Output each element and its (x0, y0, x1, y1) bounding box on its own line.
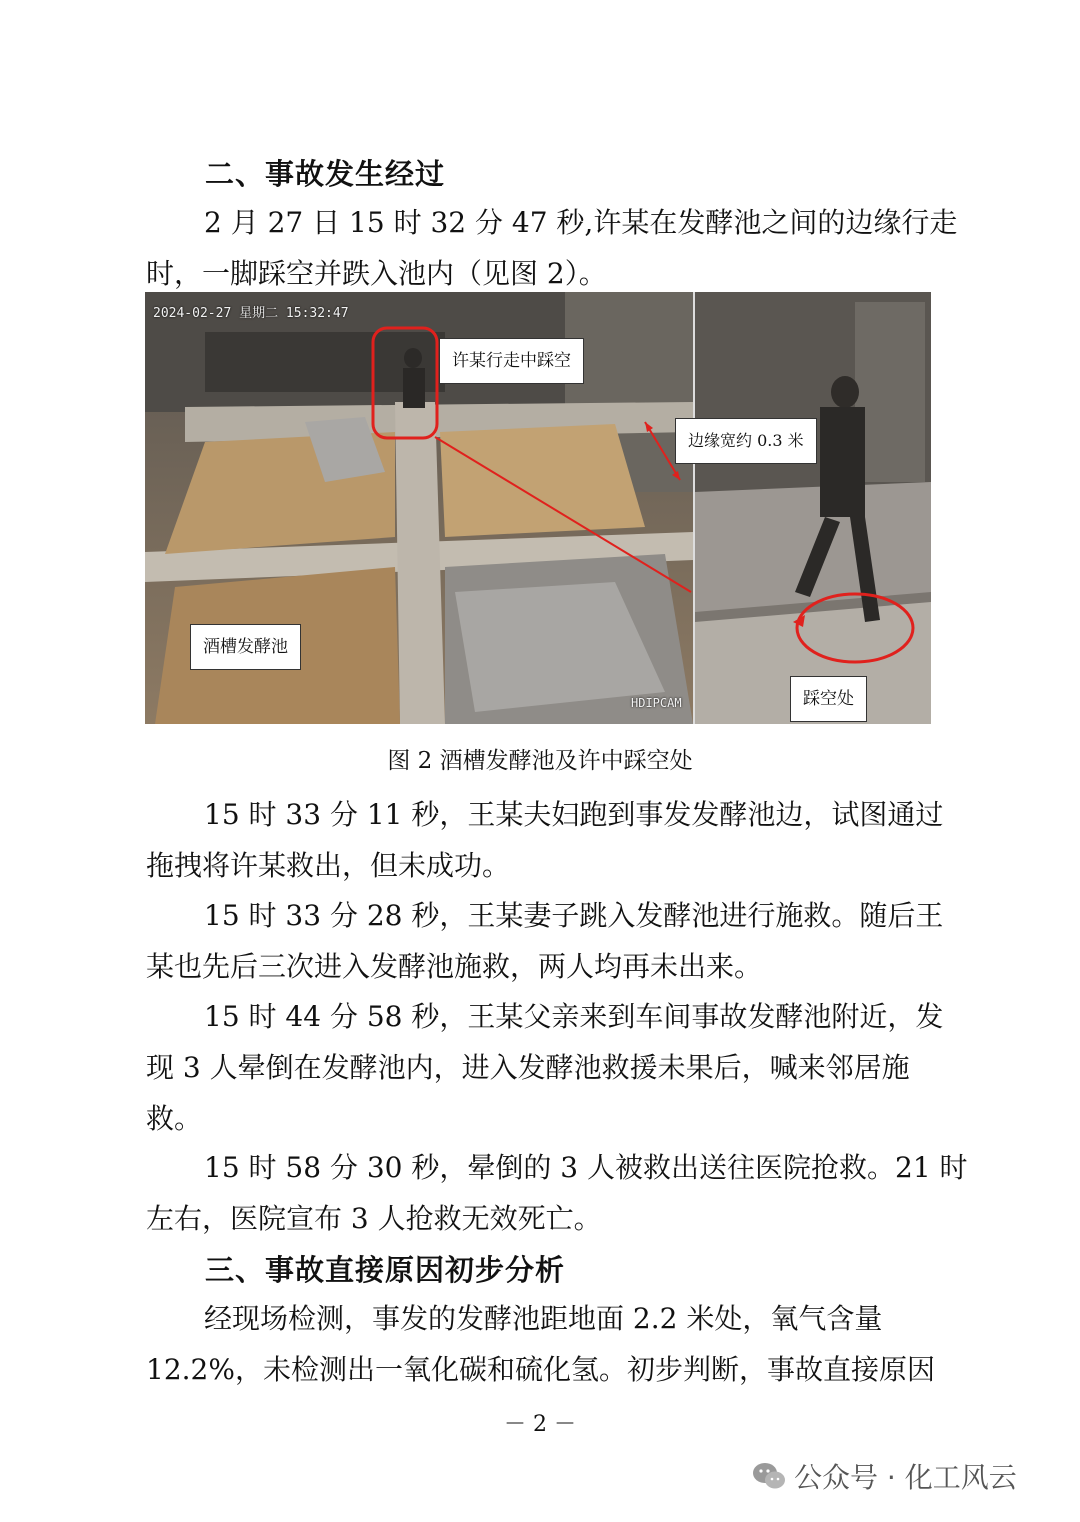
text-line: 拖拽将许某救出，但未成功。 (146, 849, 511, 882)
text-line: 某也先后三次进入发酵池施救，两人均再未出来。 (146, 950, 763, 983)
paragraph-timeline (146, 890, 944, 992)
label-misstep-spot: 踩空处 (790, 676, 867, 722)
text-line: 12.2%，未检测出一氧化碳和硫化氢。初步判断，事故直接原因 (146, 1353, 935, 1386)
text-line: 经现场检测，事发的发酵池距地面 2.2 米处，氧气含量 (204, 1302, 883, 1335)
accident-scene-photo (145, 292, 931, 724)
paragraph-timeline (146, 991, 944, 1144)
paragraph-analysis (146, 1293, 936, 1395)
wechat-icon (752, 1461, 786, 1491)
label-edge-width: 边缘宽约 0.3 米 (675, 418, 817, 464)
camera-brand: HDIPCAM (631, 696, 682, 710)
text-line: 15 时 33 分 11 秒，王某夫妇跑到事发发酵池边，试图通过 (204, 798, 944, 831)
zoomed-frame-image (695, 292, 931, 724)
text-line: 15 时 33 分 28 秒，王某妻子跳入发酵池进行施救。随后王 (204, 899, 944, 932)
paragraph-intro (146, 197, 958, 299)
figure-caption: 图 2 酒槽发酵池及许中踩空处 (387, 748, 693, 774)
wechat-watermark (752, 1456, 1017, 1496)
text-line: 15 时 58 分 30 秒，晕倒的 3 人被救出送往医院抢救。21 时 (204, 1151, 968, 1184)
paragraph-timeline (146, 789, 944, 891)
text-line: 时，一脚踩空并跌入池内（见图 2）。 (146, 257, 607, 290)
text-line: 救。 (146, 1102, 203, 1135)
page-number: － 2 － (504, 1412, 576, 1437)
text-line: 15 时 44 分 58 秒，王某父亲来到车间事故发酵池附近，发 (204, 1000, 944, 1033)
section-heading-accident-process: 二、事故发生经过 (205, 157, 446, 191)
label-walking-misstep: 许某行走中踩空 (439, 338, 584, 384)
paragraph-timeline (146, 1142, 968, 1244)
text-line: 现 3 人晕倒在发酵池内，进入发酵池救援未果后，喊来邻居施 (146, 1051, 910, 1084)
camera-timestamp: 2024-02-27 星期二 15:32:47 (153, 306, 349, 321)
section-heading-cause-analysis: 三、事故直接原因初步分析 (205, 1253, 566, 1287)
text-line: 2 月 27 日 15 时 32 分 47 秒,许某在发酵池之间的边缘行走 (204, 206, 958, 239)
label-fermentation-pool: 酒槽发酵池 (190, 624, 301, 670)
watermark-text: 公众号 · 化工风云 (794, 1461, 1017, 1494)
text-line: 左右，医院宣布 3 人抢救无效死亡。 (146, 1202, 602, 1235)
